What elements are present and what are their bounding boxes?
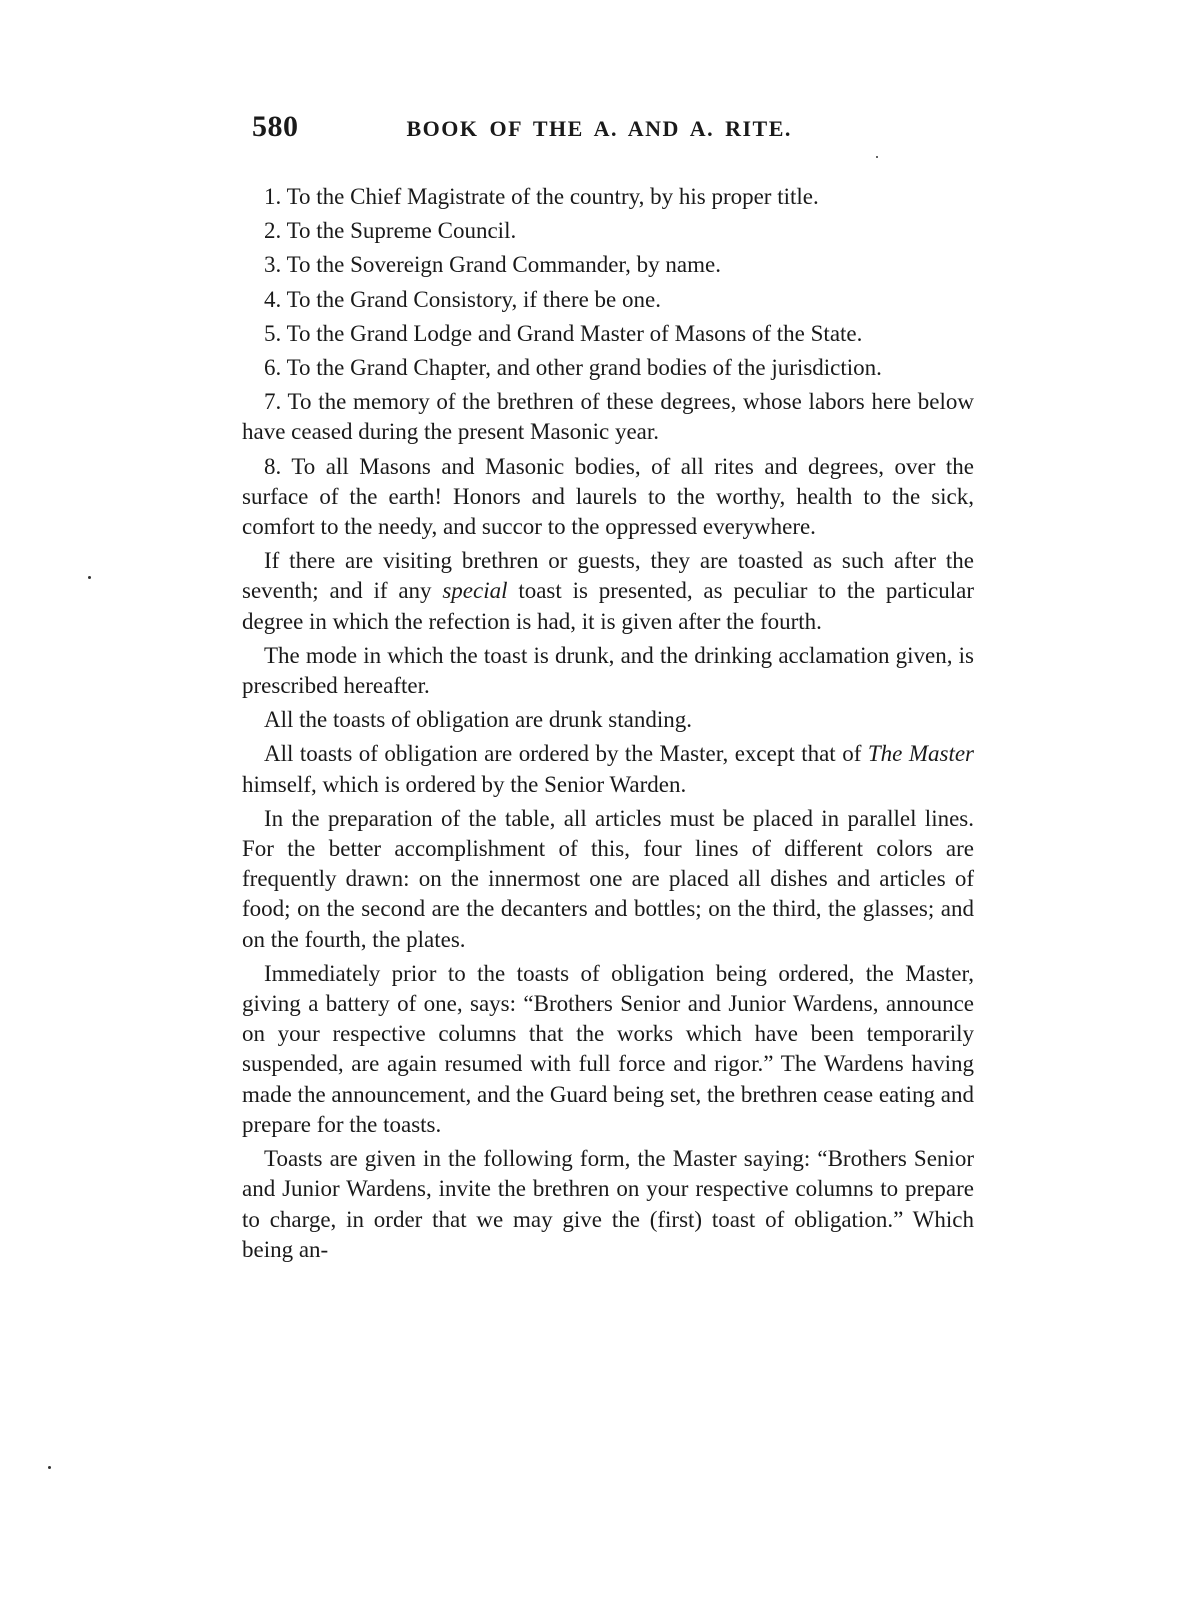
toast-item-1: 1. To the Chief Magistrate of the country, by his proper title. xyxy=(264,184,819,209)
toast-item-2: 2. To the Supreme Council. xyxy=(264,218,517,244)
body-text xyxy=(242,182,974,1269)
scan-speck xyxy=(88,576,91,579)
paragraph-ordered-by-master: All toasts of obligation are ordered by the Master, except that of The Master himself, which is ordered by the Senior Warden. xyxy=(242,741,974,797)
toast-item-5: 5. To the Grand Lodge and Grand Master of Masons of the State. xyxy=(264,320,863,346)
toast-item-4: 4. To the Grand Consistory, if there be one. xyxy=(264,286,661,312)
emphasis-special: special xyxy=(442,578,508,604)
toast-item-8: 8. To all Masons and Masonic bodies, of all rites and degrees, over the surface of the earth! Honors and laurels to the worthy, health to the sick, comfort to the needy, and succor to the oppressed everywhere. xyxy=(242,453,974,540)
emphasis-the-master: The Master xyxy=(867,741,974,767)
toast-item-3: 3. To the Sovereign Grand Commander, by name. xyxy=(264,252,721,278)
page-header xyxy=(252,110,812,144)
paragraph-visiting-brethren: If there are visiting brethren or guests, they are toasted as such after the seventh; and if any special toast is presented, as peculiar to the particular degree in which the refection is had, it is given after the fourth. xyxy=(242,548,974,634)
toast-item-6: 6. To the Grand Chapter, and other grand bodies of the jurisdiction. xyxy=(264,355,882,381)
paragraph-table-preparation: In the preparation of the table, all articles must be placed in parallel lines. For the better accomplishment of this, four lines of different colors are frequently drawn: on the innermost one are placed all dishes and articles of food; on the second are the decanters and bottles; on the third, the glasses; and on the fourth, the plates. xyxy=(242,805,974,952)
scan-speck xyxy=(876,156,878,158)
paragraph-mode-of-toast: The mode in which the toast is drunk, and the drinking acclamation given, is prescribed hereafter. xyxy=(242,642,974,699)
scan-speck xyxy=(48,1466,51,1469)
paragraph-toast-form: Toasts are given in the following form, the Master saying: “Brothers Senior and Junior Wardens, invite the brethren on your respective columns to prepare to charge, in order that we may give the (first) toast of obligation.” Which being an- xyxy=(242,1146,974,1262)
paragraph-drunk-standing: All the toasts of obligation are drunk standing. xyxy=(264,707,692,733)
paragraph-works-resumed: Immediately prior to the toasts of obligation being ordered, the Master, giving a battery of one, says: “Brothers Senior and Junior Wardens, announce on your respective columns that the works which have been temporarily suspended, are again resumed with full force and rigor.” The Wardens having made the announcement, and the Guard being set, the brethren cease eating and prepare for the toasts. xyxy=(242,960,974,1137)
page-number: 580 xyxy=(252,110,299,143)
toast-item-7: 7. To the memory of the brethren of these degrees, whose labors here below have ceased during the present Masonic year. xyxy=(242,389,974,445)
running-head: BOOK OF THE A. AND A. RITE. xyxy=(406,116,792,141)
